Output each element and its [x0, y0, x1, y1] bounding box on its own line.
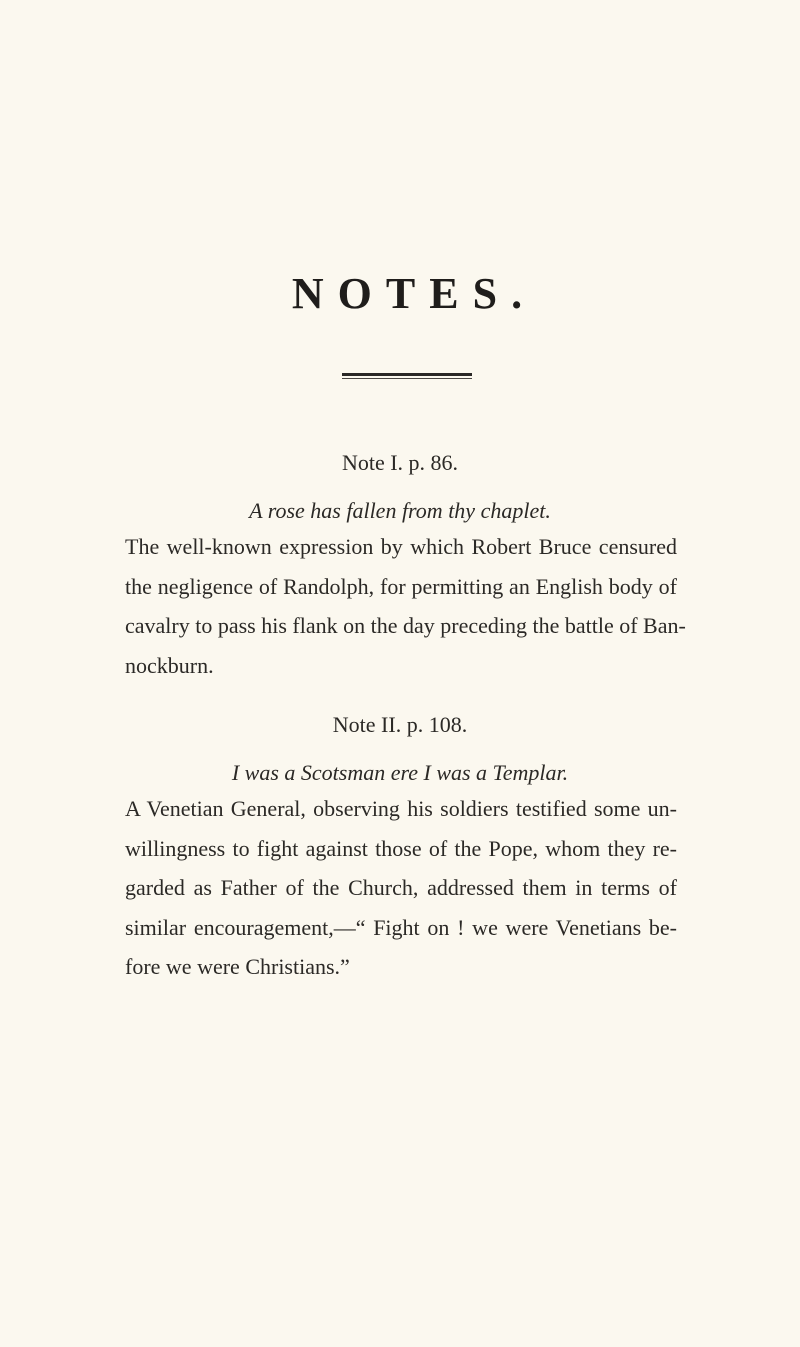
note-2-line: similar encouragement,—“ Fight on ! we were Venetians be- — [125, 914, 677, 940]
note-2-line: garded as Father of the Church, addressed them in terms of — [125, 875, 677, 900]
note-2-line: A Venetian General, observing his soldiers testified some un- — [125, 796, 677, 821]
note-2-line: willingness to fight against those of the Pope, whom they re- — [125, 835, 677, 861]
page-title: NOTES. — [291, 269, 537, 318]
note-2-quote: I was a Scotsman ere I was a Templar. — [231, 760, 569, 785]
note-1-quote: A rose has fallen from thy chaplet. — [249, 498, 551, 523]
note-1-line: The well-known expression by which Robert Bruce censured — [125, 534, 677, 559]
note-1-line: the negligence of Randolph, for permitting an English body of — [125, 573, 677, 599]
note-2-body — [125, 789, 677, 987]
note-1-body — [125, 527, 686, 685]
note-1-line: nockburn. — [125, 652, 214, 678]
note-1-heading: Note I. p. 86. — [341, 450, 459, 475]
title-rule-thin — [342, 378, 472, 379]
note-2-heading: Note II. p. 108. — [332, 712, 468, 737]
note-1-line: cavalry to pass his flank on the day preceding the battle of Ban- — [125, 613, 686, 638]
title-rule — [342, 373, 472, 376]
note-2-line: fore we were Christians.” — [125, 954, 350, 979]
